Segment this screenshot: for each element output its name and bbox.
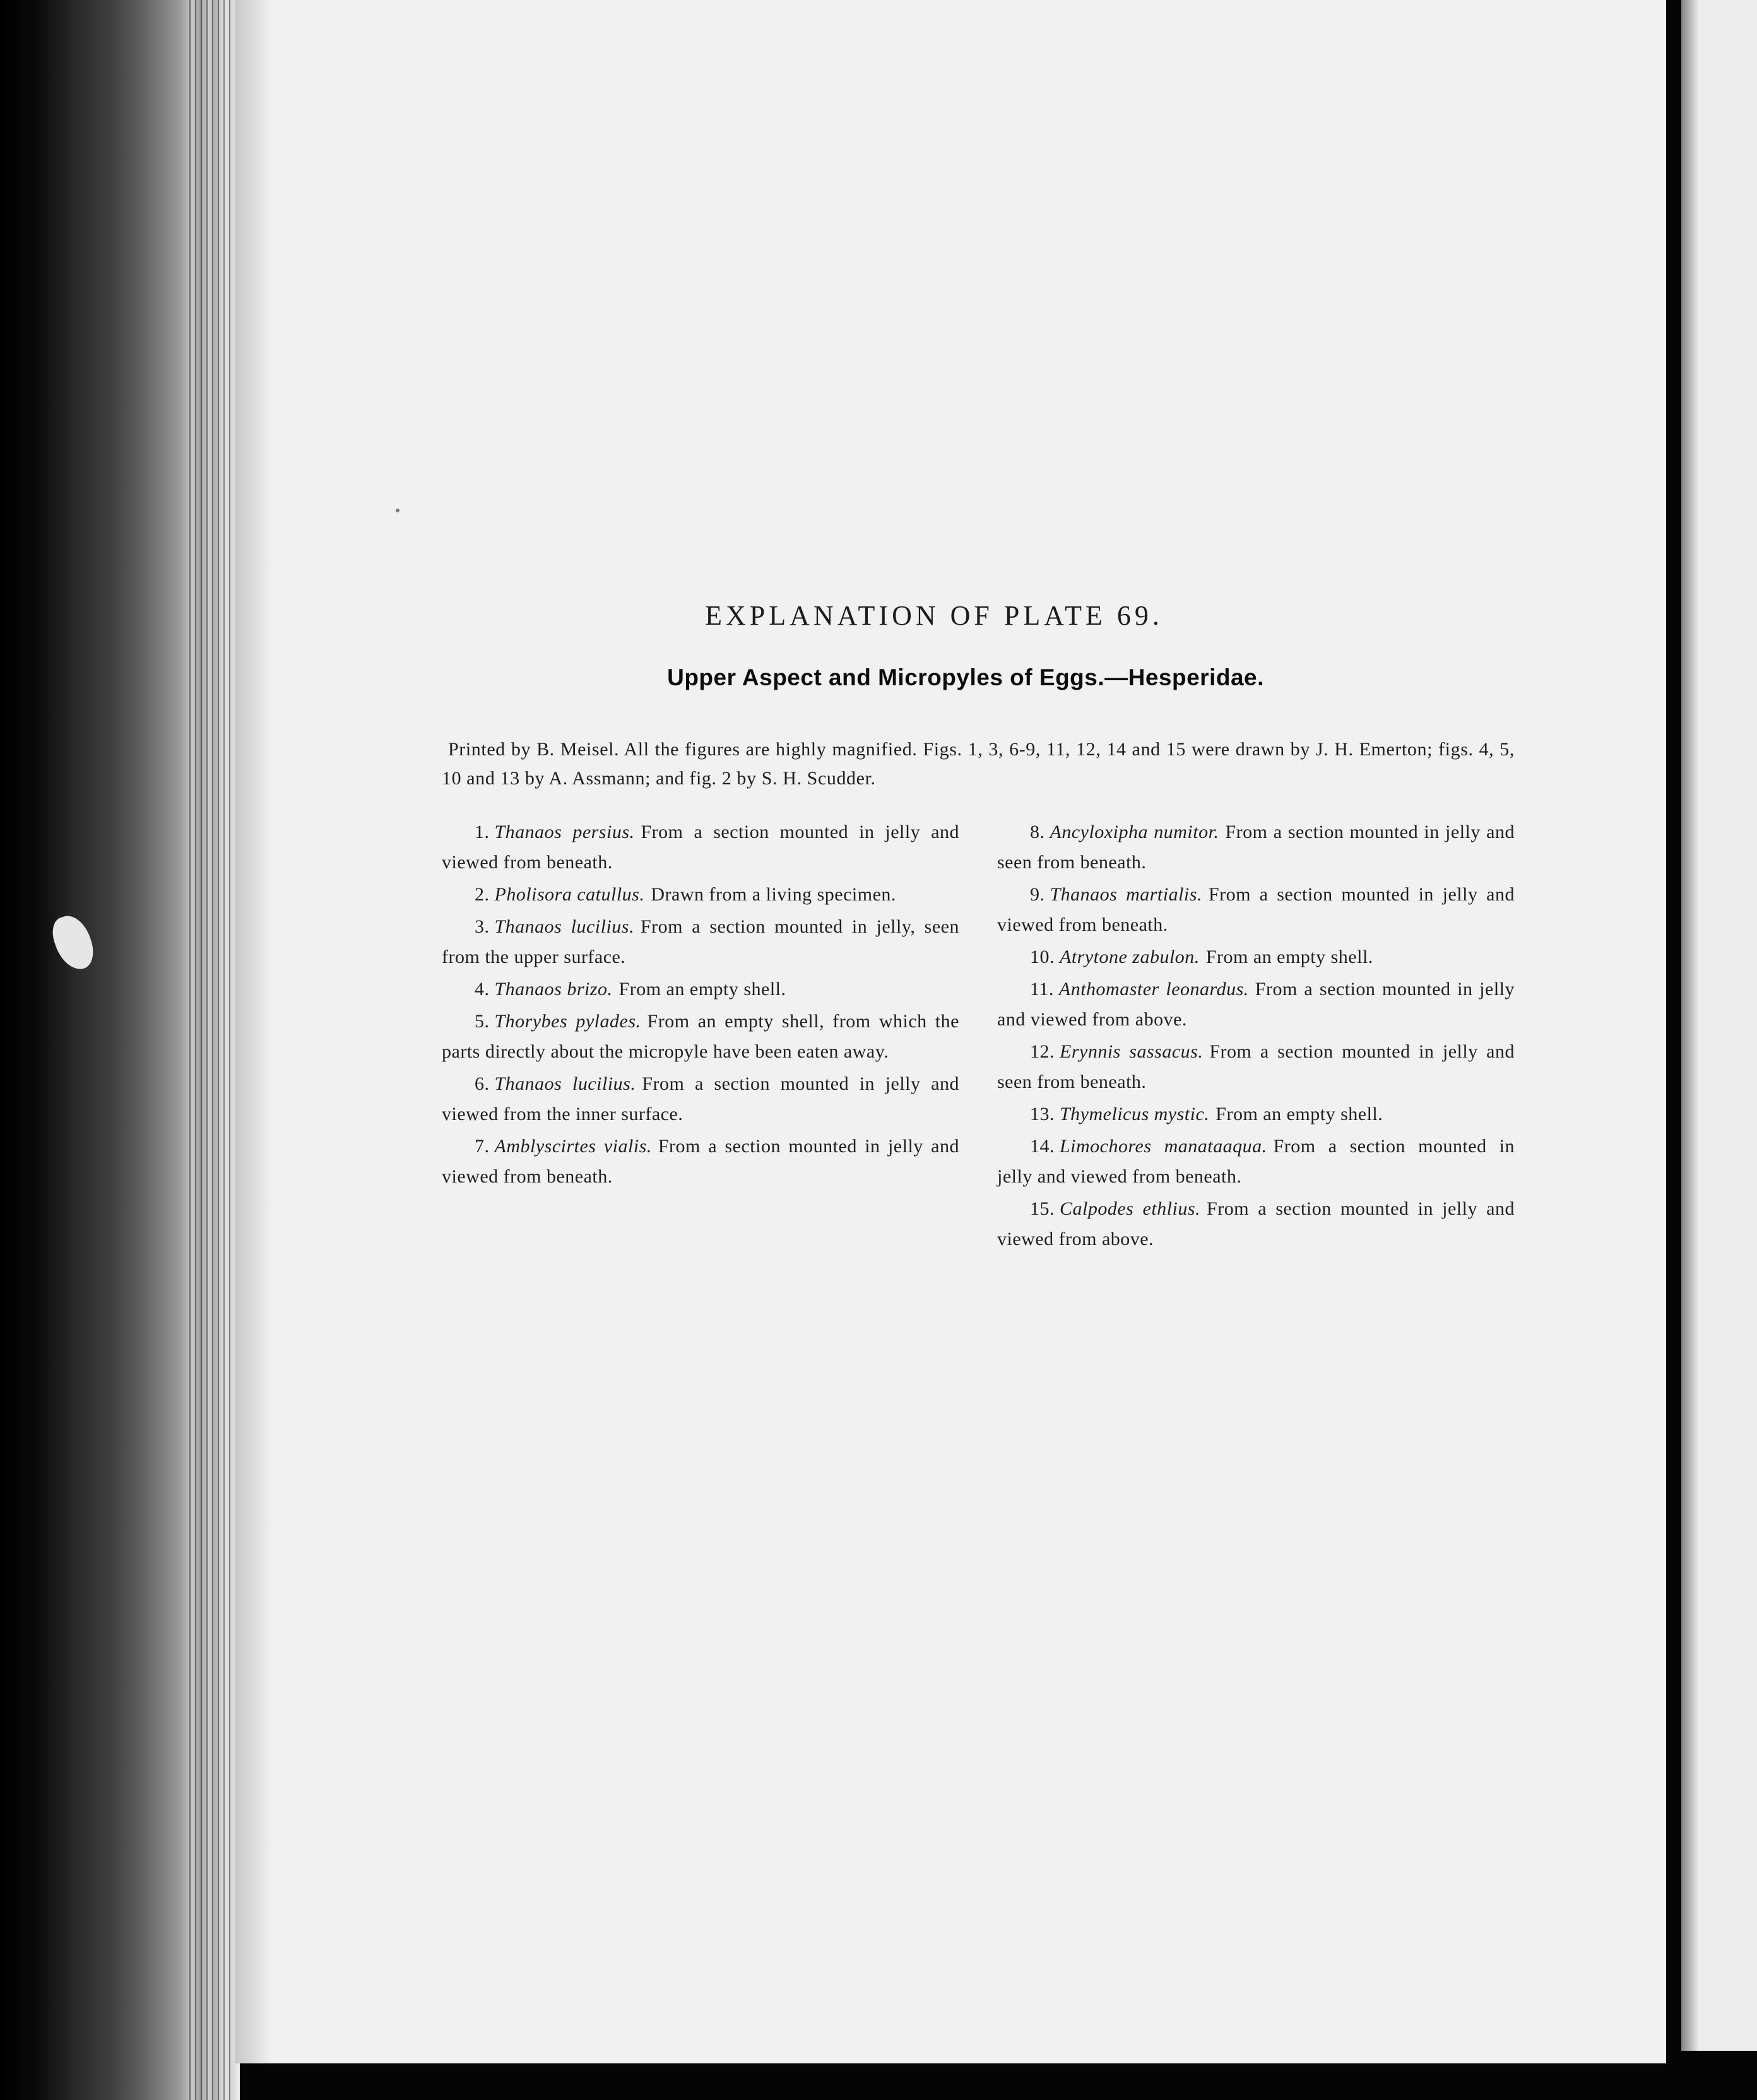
figure-description: From a section mounted in jelly, seen from the upper surface. xyxy=(442,916,959,967)
figure-column-right xyxy=(997,817,1515,1256)
plate-subtitle: Upper Aspect and Micropyles of Eggs.—Hesperidae. xyxy=(667,664,1264,690)
species-name: Atrytone zabulon. xyxy=(1060,947,1200,967)
species-name: Pholisora catullus. xyxy=(494,884,645,905)
species-name: Thorybes pylades. xyxy=(494,1011,641,1032)
page-gutter xyxy=(1666,0,1681,2100)
figure-entry xyxy=(442,1131,959,1192)
figure-list xyxy=(442,817,1515,1256)
figure-number: 12. xyxy=(1030,1041,1055,1062)
figure-number: 10. xyxy=(1030,947,1055,967)
figure-description: From a section mounted in jelly and viewed from beneath. xyxy=(997,884,1515,935)
species-name: Thanaos lucilius. xyxy=(494,916,634,937)
species-name: Thanaos brizo. xyxy=(494,979,613,1000)
figure-number: 8. xyxy=(1030,822,1045,842)
figure-number: 3. xyxy=(475,916,490,937)
figure-number: 11. xyxy=(1030,979,1054,1000)
figure-number: 13. xyxy=(1030,1104,1055,1124)
figure-description: From an empty shell, from which the parts directly about the micropyle have been eaten away. xyxy=(442,1011,959,1062)
species-name: Ancyloxipha numitor. xyxy=(1050,822,1219,842)
species-name: Limochores manataaqua. xyxy=(1060,1136,1267,1157)
figure-description: From a section mounted in jelly and viewed from the inner surface. xyxy=(442,1073,959,1124)
plate-explanation xyxy=(442,599,1515,1256)
figure-entry xyxy=(997,880,1515,940)
figure-number: 5. xyxy=(475,1011,490,1032)
species-name: Anthomaster leonardus. xyxy=(1058,979,1249,1000)
figure-description: From a section mounted in jelly and viewed from above. xyxy=(997,979,1515,1030)
species-name: Erynnis sassacus. xyxy=(1060,1041,1204,1062)
species-name: Amblyscirtes vialis. xyxy=(494,1136,652,1157)
facing-page-edge xyxy=(1681,0,1757,2051)
page-shadow xyxy=(235,0,273,2063)
figure-entry xyxy=(997,1037,1515,1097)
figure-number: 14. xyxy=(1030,1136,1055,1157)
figure-entry xyxy=(997,1131,1515,1192)
figure-number: 9. xyxy=(1030,884,1045,905)
figure-number: 6. xyxy=(475,1073,490,1094)
figure-number: 2. xyxy=(475,884,490,905)
speck-mark xyxy=(396,509,399,512)
species-name: Thymelicus mystic. xyxy=(1060,1104,1210,1124)
figure-column-left xyxy=(442,817,959,1256)
figure-entry xyxy=(442,974,959,1005)
figure-entry xyxy=(997,1194,1515,1254)
figure-entry xyxy=(997,942,1515,972)
figure-description: From an empty shell. xyxy=(618,979,786,1000)
figure-number: 7. xyxy=(475,1136,490,1157)
figure-entry xyxy=(442,817,959,878)
species-name: Calpodes ethlius. xyxy=(1060,1198,1201,1219)
species-name: Thanaos persius. xyxy=(494,822,635,842)
figure-entry xyxy=(997,1099,1515,1130)
credits-note: Printed by B. Meisel. All the figures are highly magnified. Figs. 1, 3, 6-9, 11, 12, 14 and 15 were drawn by J. H. Emerton; figs. 4, 5, 10 and 13 by A. Assmann; and fig. 2 by S. H. Scudder. xyxy=(442,739,1515,789)
species-name: Thanaos lucilius. xyxy=(494,1073,636,1094)
stacked-leaves xyxy=(189,0,234,2100)
plate-title: EXPLANATION OF PLATE 69. xyxy=(705,600,1163,631)
figure-description: From a section mounted in jelly and seen from beneath. xyxy=(997,822,1515,873)
figure-description: From a section mounted in jelly and viewed from above. xyxy=(997,1198,1515,1249)
species-name: Thanaos martialis. xyxy=(1050,884,1202,905)
figure-description: From a section mounted in jelly and seen from beneath. xyxy=(997,1041,1515,1092)
figure-entry xyxy=(442,1069,959,1130)
facing-page-shadow xyxy=(1681,0,1699,2051)
figure-entry xyxy=(442,880,959,910)
figure-description: From an empty shell. xyxy=(1205,947,1373,967)
figure-number: 15. xyxy=(1030,1198,1055,1219)
figure-entry xyxy=(997,974,1515,1035)
figure-entry xyxy=(997,817,1515,878)
figure-number: 4. xyxy=(475,979,490,1000)
figure-description: Drawn from a living specimen. xyxy=(651,884,896,905)
figure-description: From a section mounted in jelly and viewed from beneath. xyxy=(442,1136,959,1187)
figure-entry xyxy=(442,912,959,972)
figure-entry xyxy=(442,1006,959,1067)
figure-description: From a section mounted in jelly and viewed from beneath. xyxy=(997,1136,1515,1187)
figure-description: From an empty shell. xyxy=(1216,1104,1383,1124)
figure-number: 1. xyxy=(475,822,490,842)
figure-description: From a section mounted in jelly and viewed from beneath. xyxy=(442,822,959,873)
